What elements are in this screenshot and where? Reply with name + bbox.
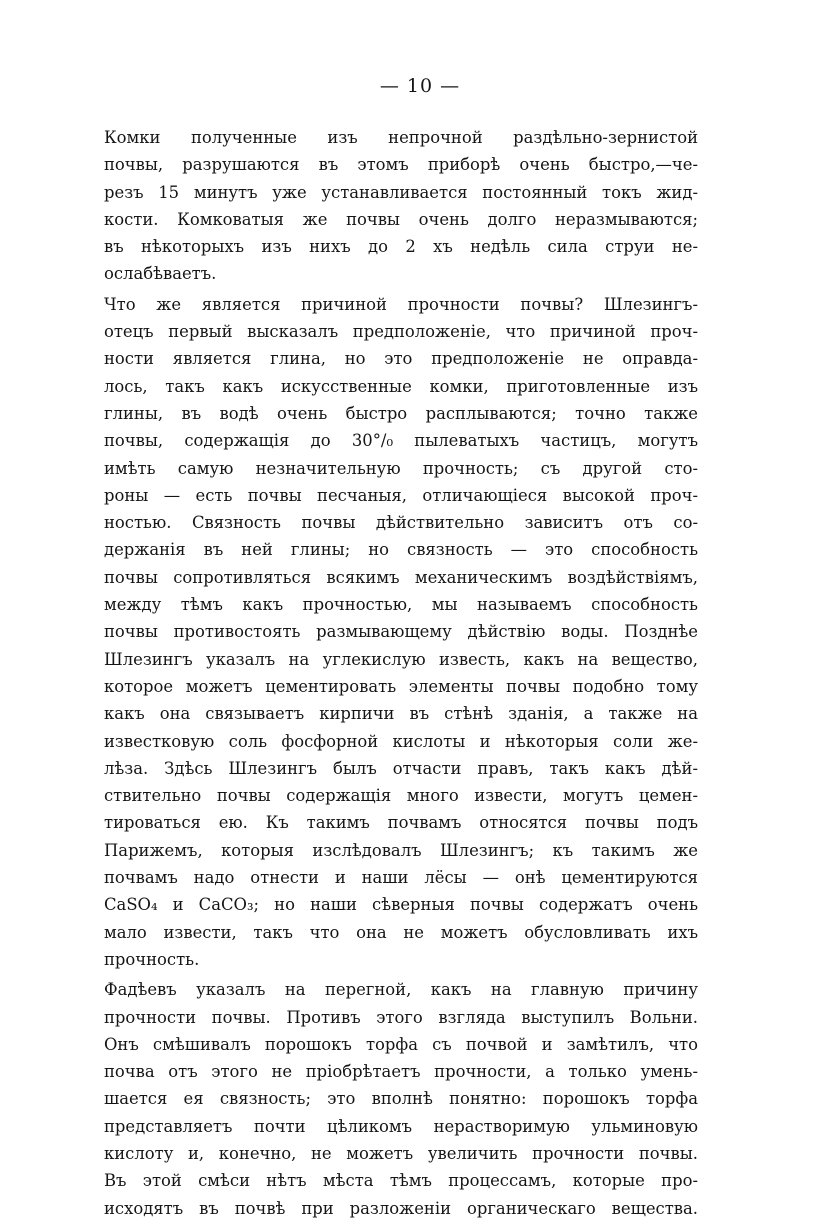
text-line: почва отъ этого не пріобрѣтаетъ прочности, а только умень- [104, 1062, 698, 1082]
text-line: прочность. [104, 949, 200, 969]
text-line: отецъ первый высказалъ предположеніе, что причиной проч- [104, 322, 698, 342]
text-line: ослабѣваетъ. [104, 264, 217, 284]
text-line: CaSO₄ и CaCO₃; но наши сѣверныя почвы содержатъ очень [104, 895, 698, 915]
text-line: какъ она связываетъ кирпичи въ стѣнѣ зданія, а также на [104, 704, 698, 724]
text-line: лѣза. Здѣсь Шлезингъ былъ отчасти правъ, такъ какъ дѣй- [104, 758, 698, 778]
text-line: глины, въ водѣ очень быстро расплываются; точно также [104, 403, 698, 423]
text-line: Фадѣевъ указалъ на перегной, какъ на главную причину [104, 980, 698, 1000]
text-line: прочности почвы. Противъ этого взгляда выступилъ Вольни. [104, 1007, 698, 1027]
text-line: Что же является причиной прочности почвы? Шлезингъ- [104, 294, 698, 314]
text-line: имѣть самую незначительную прочность; съ другой сто- [104, 458, 698, 478]
text-line: мало извести, такъ что она не можетъ обусловливать ихъ [104, 922, 698, 942]
text-line: исходятъ въ почвѣ при разложеніи органическаго вещества. [104, 1198, 698, 1218]
text-line: лось, такъ какъ искусственные комки, приготовленные изъ [104, 376, 698, 396]
text-line: резъ 15 минутъ уже устанавливается постоянный токъ жид- [104, 182, 698, 202]
text-line: ности является глина, но это предположеніе не оправда- [104, 349, 698, 369]
text-line: въ нѣкоторыхъ изъ нихъ до 2 хъ недѣль сила струи не- [104, 237, 698, 257]
text-line: Парижемъ, которыя изслѣдовалъ Шлезингъ; къ такимъ же [104, 840, 698, 860]
text-line: ствительно почвы содержащія много извести, могутъ цемен- [104, 786, 698, 806]
text-line: почвы, разрушаются въ этомъ приборѣ очень быстро,—че- [104, 155, 698, 175]
body-text [104, 124, 698, 1222]
text-line: тироваться ею. Къ такимъ почвамъ относятся почвы подъ [104, 813, 698, 833]
text-line: Онъ смѣшивалъ порошокъ торфа съ почвой и замѣтилъ, что [104, 1034, 698, 1054]
page-number: — 10 — [379, 75, 461, 97]
text-line: которое можетъ цементировать элементы почвы подобно тому [104, 676, 698, 696]
text-line: роны — есть почвы песчаныя, отличающіеся высокой проч- [104, 485, 698, 505]
text-line: почвы сопротивляться всякимъ механическимъ воздѣйствіямъ, [104, 567, 698, 587]
text-line: кислоту и, конечно, не можетъ увеличить прочности почвы. [104, 1143, 698, 1163]
text-line: шается ея связность; это вполнѣ понятно: порошокъ торфа [104, 1089, 698, 1109]
text-line: почвы противостоять размывающему дѣйствію воды. Позднѣе [104, 622, 698, 642]
text-line: почвы, содержащія до 30°/₀ пылеватыхъ частицъ, могутъ [104, 431, 698, 451]
text-line: Въ этой смѣси нѣтъ мѣста тѣмъ процессамъ, которые про- [104, 1171, 698, 1191]
text-line: Шлезингъ указалъ на углекислую известь, какъ на вещество, [104, 649, 698, 669]
paragraph-1 [104, 124, 698, 288]
text-line: между тѣмъ какъ прочностью, мы называемъ способность [104, 595, 698, 615]
text-line: Комки полученные изъ непрочной раздѣльно-зернистой [104, 128, 698, 147]
text-line: ностью. Связность почвы дѣйствительно зависитъ отъ со- [104, 513, 698, 533]
paragraph-3 [104, 976, 698, 1222]
text-line: почвамъ надо отнести и наши лёсы — онѣ цементируются [104, 868, 698, 888]
text-line: известковую соль фосфорной кислоты и нѣкоторыя соли же- [104, 731, 698, 751]
paragraph-2 [104, 291, 698, 973]
text-line: держанія въ ней глины; но связность — это способность [104, 540, 698, 560]
text-line: представляетъ почти цѣликомъ нерастворимую ульминовую [104, 1116, 698, 1136]
text-line: кости. Комковатыя же почвы очень долго неразмываются; [104, 209, 698, 229]
